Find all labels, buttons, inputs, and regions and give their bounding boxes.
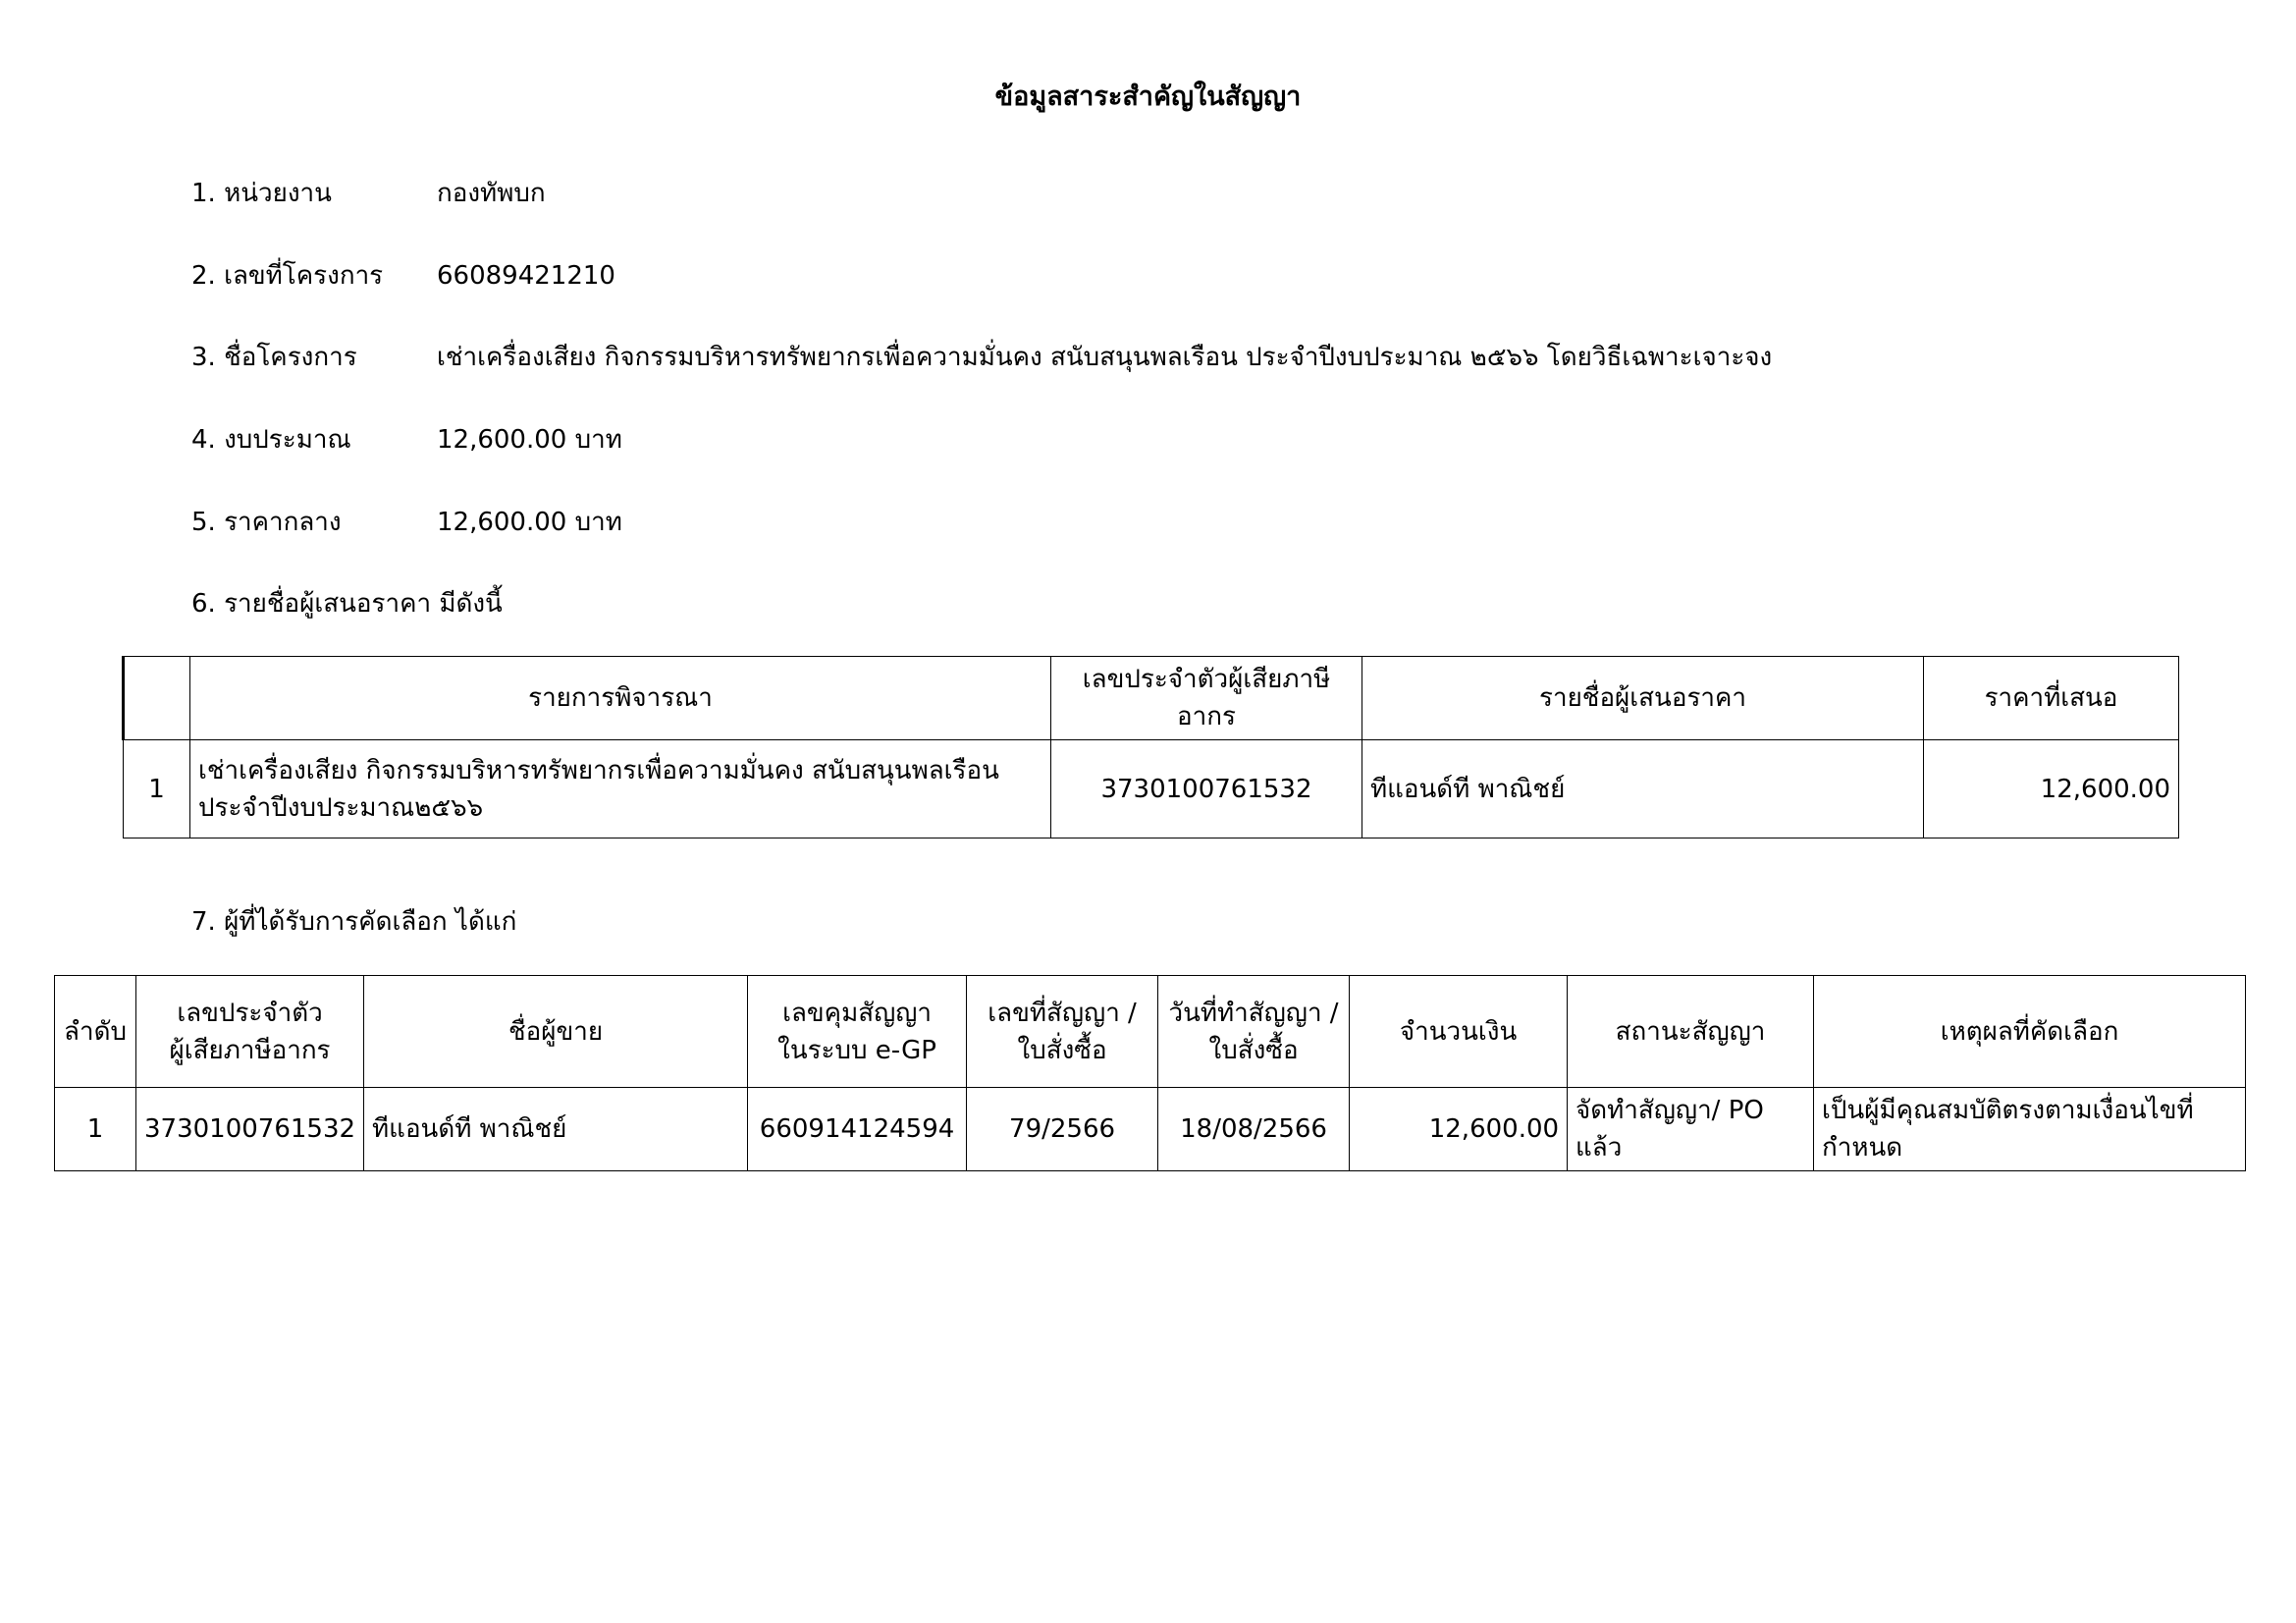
header-cell — [124, 657, 190, 740]
row-number: 1 — [55, 1088, 136, 1171]
info-value: 66089421210 — [437, 261, 615, 291]
table-row — [124, 740, 2179, 839]
header-contract — [967, 976, 1158, 1088]
table-row — [55, 1088, 2246, 1171]
header-cell: รายการพิจารณา — [190, 657, 1051, 740]
header-status: สถานะสัญญา — [1568, 976, 1814, 1088]
info-budget — [191, 419, 622, 460]
header-line: เลขคุมสัญญา — [782, 998, 932, 1028]
header-no: ลำดับ — [55, 976, 136, 1088]
header-line: เลขที่สัญญา / — [988, 998, 1137, 1028]
table-header-row — [124, 657, 2179, 740]
info-project-number — [191, 255, 615, 296]
header-line: ใบสั่งซื้อ — [1017, 1035, 1107, 1065]
row-amount: 12,600.00 — [1350, 1088, 1568, 1171]
row-date: 18/08/2566 — [1158, 1088, 1350, 1171]
row-reason: เป็นผู้มีคุณสมบัติตรงตามเงื่อนไขที่กำหนด — [1814, 1088, 2246, 1171]
info-value: เช่าเครื่องเสียง กิจกรรมบริหารทรัพยากรเพื่อความมั่นคง สนับสนุนพลเรือน ประจำปีงบประมาณ ๒๕๖๖ โดยวิธีเฉพาะเจาะจง — [437, 343, 1773, 372]
info-label: 1. หน่วยงาน — [191, 179, 332, 208]
row-bidder: ทีแอนด์ที พาณิชย์ — [1362, 740, 1924, 839]
header-amount: จำนวนเงิน — [1350, 976, 1568, 1088]
table-header-row — [55, 976, 2246, 1088]
header-seller: ชื่อผู้ขาย — [364, 976, 748, 1088]
selected-table — [54, 975, 2246, 1171]
header-reason: เหตุผลที่คัดเลือก — [1814, 976, 2246, 1088]
page-title: ข้อมูลสาระสำคัญในสัญญา — [994, 81, 1302, 112]
header-line: ในระบบ e-GP — [777, 1035, 936, 1065]
header-cell: ราคาที่เสนอ — [1924, 657, 2179, 740]
header-cell: รายชื่อผู้เสนอราคา — [1362, 657, 1924, 740]
info-value: 12,600.00 บาท — [437, 425, 622, 455]
info-label: 3. ชื่อโครงการ — [191, 343, 357, 372]
info-value: 12,600.00 บาท — [437, 508, 622, 537]
section6-heading: 6. รายชื่อผู้เสนอราคา มีดังนี้ — [191, 589, 503, 619]
info-median-price — [191, 502, 622, 542]
row-contract: 79/2566 — [967, 1088, 1158, 1171]
info-project-name — [191, 337, 1772, 377]
section7-heading: 7. ผู้ที่ได้รับการคัดเลือก ได้แก่ — [191, 907, 517, 937]
header-line: ผู้เสียภาษีอากร — [169, 1035, 331, 1065]
row-number: 1 — [124, 740, 190, 839]
info-agency — [191, 173, 546, 213]
info-label: 4. งบประมาณ — [191, 425, 351, 455]
info-label: 2. เลขที่โครงการ — [191, 261, 384, 291]
info-value: กองทัพบก — [437, 179, 546, 208]
header-line: ใบสั่งซื้อ — [1208, 1035, 1299, 1065]
bidders-table — [122, 656, 2179, 839]
header-cell: เลขประจำตัวผู้เสียภาษีอากร — [1051, 657, 1362, 740]
header-line: วันที่ทำสัญญา / — [1168, 998, 1339, 1028]
row-egp: 660914124594 — [748, 1088, 967, 1171]
header-date — [1158, 976, 1350, 1088]
row-tax-id: 3730100761532 — [1051, 740, 1362, 839]
row-price: 12,600.00 — [1924, 740, 2179, 839]
row-item: เช่าเครื่องเสียง กิจกรรมบริหารทรัพยากรเพื่อความมั่นคง สนับสนุนพลเรือน ประจำปีงบประมาณ๒๕๖๖ — [190, 740, 1051, 839]
info-label: 5. ราคากลาง — [191, 508, 342, 537]
header-line: เลขประจำตัว — [177, 998, 323, 1028]
row-status: จัดทำสัญญา/ PO แล้ว — [1568, 1088, 1814, 1171]
header-egp — [748, 976, 967, 1088]
row-seller: ทีแอนด์ที พาณิชย์ — [364, 1088, 748, 1171]
header-tax-id — [136, 976, 364, 1088]
row-tax-id: 3730100761532 — [136, 1088, 364, 1171]
